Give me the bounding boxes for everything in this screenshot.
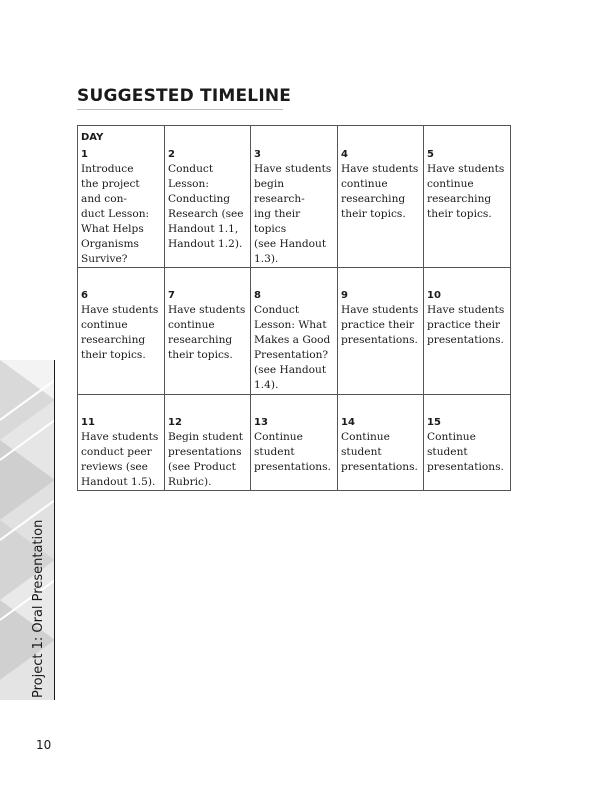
day-activity: Continue student presentations. (254, 431, 331, 473)
day-number: 12 (168, 417, 182, 428)
section-side-title: Project 1: Oral Presentation (31, 519, 46, 698)
day-cell (424, 395, 511, 491)
table-row (78, 268, 511, 395)
day-number: 13 (254, 417, 268, 428)
day-activity: Begin student presentations (see Product Rubric). (168, 431, 244, 488)
day-number: 15 (427, 417, 441, 428)
day-number: 8 (254, 290, 261, 301)
day-cell (338, 126, 424, 268)
day-cell (165, 395, 251, 491)
day-activity: Have students practice their presentations. (427, 304, 505, 346)
day-number: 2 (168, 149, 175, 160)
day-activity: Continue student presentations. (341, 431, 418, 473)
day-cell (251, 268, 338, 395)
day-cell (338, 395, 424, 491)
page-title: SUGGESTED TIMELINE (77, 86, 292, 106)
day-cell (251, 126, 338, 268)
day-number: 6 (81, 290, 88, 301)
day-activity: Have students practice their presentations. (341, 304, 419, 346)
day-activity: Have students continue researching their topics. (341, 163, 419, 220)
timeline-table (77, 125, 511, 491)
day-cell (165, 126, 251, 268)
day-number: 4 (341, 149, 348, 160)
day-cell (424, 268, 511, 395)
day-activity: Conduct Lesson: Conducting Research (see Handout 1.1, Handout 1.2). (168, 163, 244, 250)
day-cell (78, 126, 165, 268)
title-underline (77, 109, 283, 110)
day-cell (78, 268, 165, 395)
day-header: DAY (81, 132, 104, 143)
day-cell (338, 268, 424, 395)
table-row (78, 395, 511, 491)
day-activity: Have students begin research- ing their topics (see Handout 1.3). (254, 163, 332, 265)
day-number: 1 (81, 149, 88, 160)
day-activity: Continue student presentations. (427, 431, 504, 473)
day-activity: Have students continue researching their topics. (81, 304, 159, 361)
day-number: 7 (168, 290, 175, 301)
page-number: 10 (36, 738, 52, 752)
day-activity: Introduce the project and con- duct Lesson: What Helps Organisms Survive? (81, 163, 150, 265)
day-cell (78, 395, 165, 491)
day-number: 9 (341, 290, 348, 301)
side-rule (54, 360, 55, 700)
day-number: 3 (254, 149, 261, 160)
day-cell (251, 395, 338, 491)
day-activity: Have students continue researching their topics. (168, 304, 246, 361)
day-number: 14 (341, 417, 355, 428)
day-number: 5 (427, 149, 434, 160)
day-number: 10 (427, 290, 441, 301)
day-cell (165, 268, 251, 395)
day-activity: Have students continue researching their topics. (427, 163, 505, 220)
day-number: 11 (81, 417, 95, 428)
day-activity: Conduct Lesson: What Makes a Good Presentation? (see Handout 1.4). (254, 304, 331, 391)
side-decoration (0, 360, 55, 700)
day-cell (424, 126, 511, 268)
day-activity: Have students conduct peer reviews (see Handout 1.5). (81, 431, 159, 488)
table-row (78, 126, 511, 268)
